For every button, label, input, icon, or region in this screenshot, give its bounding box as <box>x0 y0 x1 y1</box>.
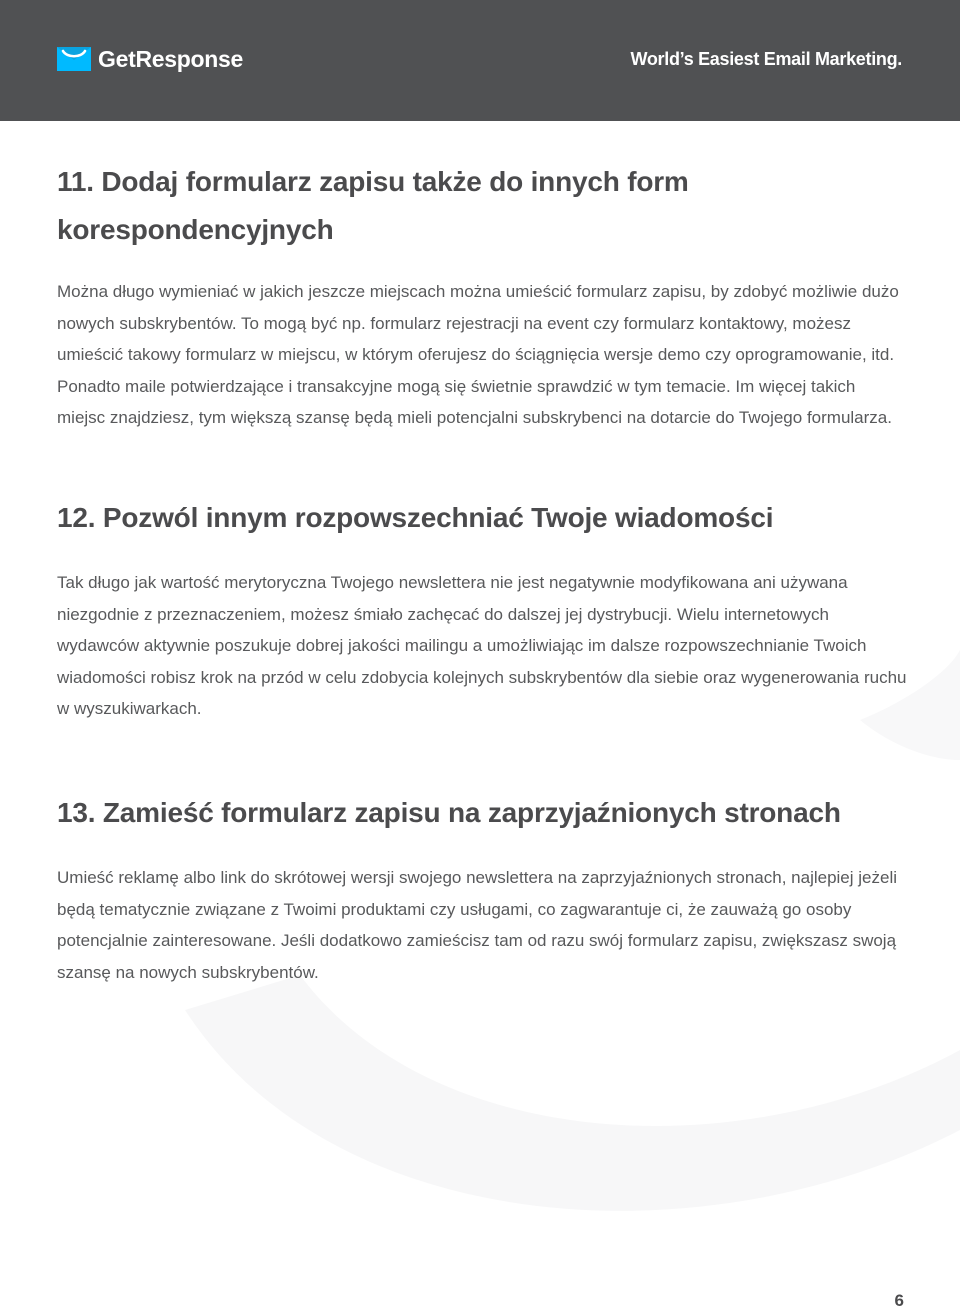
header-tagline: World’s Easiest Email Marketing. <box>630 49 902 69</box>
brand-name: GetResponse <box>98 45 243 72</box>
section-title: 12. Pozwól innym rozpowszechniać Twoje wiadomości <box>57 501 774 533</box>
section-12 <box>57 494 907 725</box>
envelope-smile-icon <box>56 46 92 72</box>
section-body: Można długo wymieniać w jakich jeszcze miejscach można umieścić formularz zapisu, by zdobyć możliwie dużo nowych subskrybentów. To mogą być np. formularz rejestracji na event czy formularz kontaktowy, możesz umieścić takowy formularz w miejscu, w którym oferujesz do ściągnięcia wersje demo czy oprogramowanie, itd. Ponadto maile potwierdzające i transakcyjne mogą się świetnie sprawdzić w tym temacie. Im więcej takich miejsc znajdziesz, tym większą szansę będą mieli potencjalni subskrybenci na dotarcie do Twojego formularza. <box>57 282 899 428</box>
section-title: 13. Zamieść formularz zapisu na zaprzyjaźnionych stronach <box>57 796 841 828</box>
section-13 <box>57 789 907 988</box>
section-11 <box>57 158 907 434</box>
section-body: Tak długo jak wartość merytoryczna Twojego newslettera nie jest negatywnie modyfikowana ani używana niezgodnie z przeznaczeniem, możesz śmiało zachęcać do dalszej jej dystrybucji. Wielu internetowych wydawców aktywnie poszukuje dobrej jakości mailingu a umożliwiając im dalsze rozpowszechnianie Twoich wiadomości robisz krok na przód w celu zdobycia kolejnych subskrybentów dla siebie oraz wygenerowania ruchu w wyszukiwarkach. <box>57 572 907 719</box>
page-number: 6 <box>894 1291 904 1310</box>
section-title: 11. Dodaj formularz zapisu także do innych form korespondencyjnych <box>57 166 689 245</box>
brand-logo[interactable] <box>56 45 243 73</box>
document-content <box>57 158 907 988</box>
page-header <box>0 0 960 121</box>
section-body: Umieść reklamę albo link do skrótowej wersji swojego newslettera na zaprzyjaźnionych stronach, najlepiej jeżeli będą tematycznie związane z Twoimi produktami czy usługami, co zagwarantuje ci, że zauważą go osoby potencjalnie zainteresowane. Jeśli dodatkowo zamieścisz tam od razu swój formularz zapisu, zwiększasz swoją szansę na nowych subskrybentów. <box>57 867 897 982</box>
